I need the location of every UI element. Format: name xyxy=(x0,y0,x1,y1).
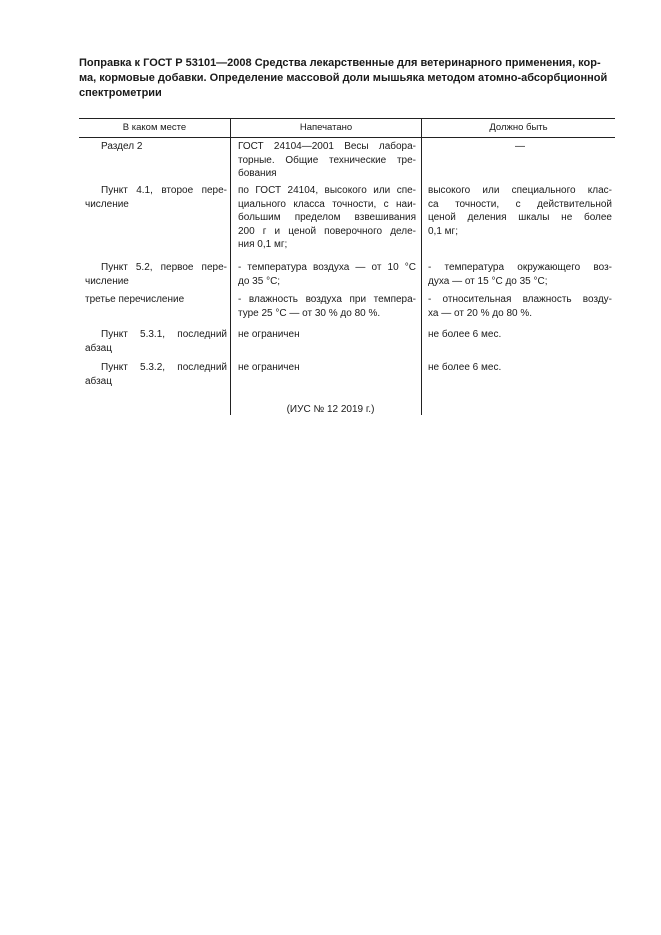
cell-line: Раздел 2 xyxy=(101,141,143,152)
cell-line: Пункт 5.2, первое пере- xyxy=(101,262,227,273)
cell-line: ГОСТ 24104—2001 Весы лабора- xyxy=(238,141,416,152)
cell-should xyxy=(422,361,615,388)
cell-should xyxy=(422,261,615,288)
cell-line: до 35 °С; xyxy=(238,275,281,287)
cell-line: ния 0,1 мг; xyxy=(238,239,288,251)
cell-line: циального класса точности, с наи- xyxy=(238,198,416,210)
cell-line: ха — от 20 % до 80 %. xyxy=(428,307,533,319)
cell-printed xyxy=(231,328,422,355)
cell-line: высокого или специального клас- xyxy=(428,185,612,196)
cell-line: не более 6 мес. xyxy=(428,362,502,373)
cell-line: туре 25 °С — от 30 % до 80 %. xyxy=(238,307,381,319)
cell-line: Пункт 5.3.2, последний xyxy=(101,362,227,373)
cell-line: ценой деления шкалы не более xyxy=(428,212,612,224)
cell-place xyxy=(79,140,231,181)
cell-printed xyxy=(231,361,422,388)
cell-line: Пункт 4.1, второе пере- xyxy=(101,185,227,196)
footer-note: (ИУС № 12 2019 г.) xyxy=(286,404,375,415)
cell-line: - температура воздуха — от 10 °С xyxy=(238,262,416,273)
cell-line: абзац xyxy=(85,375,112,387)
table-row xyxy=(79,140,615,181)
cell-line: - температура окружающего воз- xyxy=(428,262,612,273)
cell-line: числение xyxy=(85,198,129,210)
cell-place xyxy=(79,261,231,288)
cell-line: большим пределом взвешивания xyxy=(238,212,416,224)
document-title xyxy=(79,56,615,101)
cell-line: 0,1 мг; xyxy=(428,225,458,237)
cell-place xyxy=(79,184,231,252)
header-place: В каком месте xyxy=(79,119,231,137)
cell-should xyxy=(422,293,615,320)
title-line: спектрометрии xyxy=(79,87,162,99)
cell-line: 200 г и ценой поверочного деле- xyxy=(238,225,416,237)
cell-line: числение xyxy=(85,275,129,287)
header-printed: Напечатано xyxy=(231,119,422,137)
corrections-table xyxy=(79,118,615,387)
cell-line: - влажность воздуха при темпера- xyxy=(238,294,416,305)
cell-line: не ограничен xyxy=(238,329,300,340)
cell-line: — xyxy=(515,141,525,152)
cell-line: абзац xyxy=(85,342,112,354)
cell-printed xyxy=(231,261,422,288)
title-line: Поправка к ГОСТ Р 53101—2008 Средства лекарственные для ветеринарного применения, кор- xyxy=(79,57,601,69)
table-row xyxy=(79,261,615,288)
table-row xyxy=(79,184,615,252)
cell-line: - относительная влажность возду- xyxy=(428,294,612,305)
cell-line: Пункт 5.3.1, последний xyxy=(101,329,227,340)
table-row xyxy=(79,361,615,388)
cell-should xyxy=(422,140,615,181)
cell-place xyxy=(79,361,231,388)
cell-line: торные. Общие технические тре- xyxy=(238,154,416,166)
cell-line: по ГОСТ 24104, высокого или спе- xyxy=(238,185,416,196)
cell-line: третье перечисление xyxy=(85,294,185,305)
cell-line: бования xyxy=(238,168,277,180)
table-row xyxy=(79,293,615,320)
cell-line: са точности, с действительной xyxy=(428,198,612,210)
cell-should xyxy=(422,184,615,252)
header-should-be: Должно быть xyxy=(489,122,548,133)
cell-line: не ограничен xyxy=(238,362,300,373)
cell-printed xyxy=(231,293,422,320)
table-header xyxy=(79,119,615,138)
cell-line: не более 6 мес. xyxy=(428,329,502,340)
cell-line: духа — от 15 °С до 35 °С; xyxy=(428,275,548,287)
table-row xyxy=(79,328,615,355)
cell-place xyxy=(79,293,231,320)
cell-printed xyxy=(231,184,422,252)
cell-printed xyxy=(231,140,422,181)
cell-should xyxy=(422,328,615,355)
title-line: ма, кормовые добавки. Определение массовой доли мышьяка методом атомно-абсорбционной xyxy=(79,72,608,84)
cell-place xyxy=(79,328,231,355)
